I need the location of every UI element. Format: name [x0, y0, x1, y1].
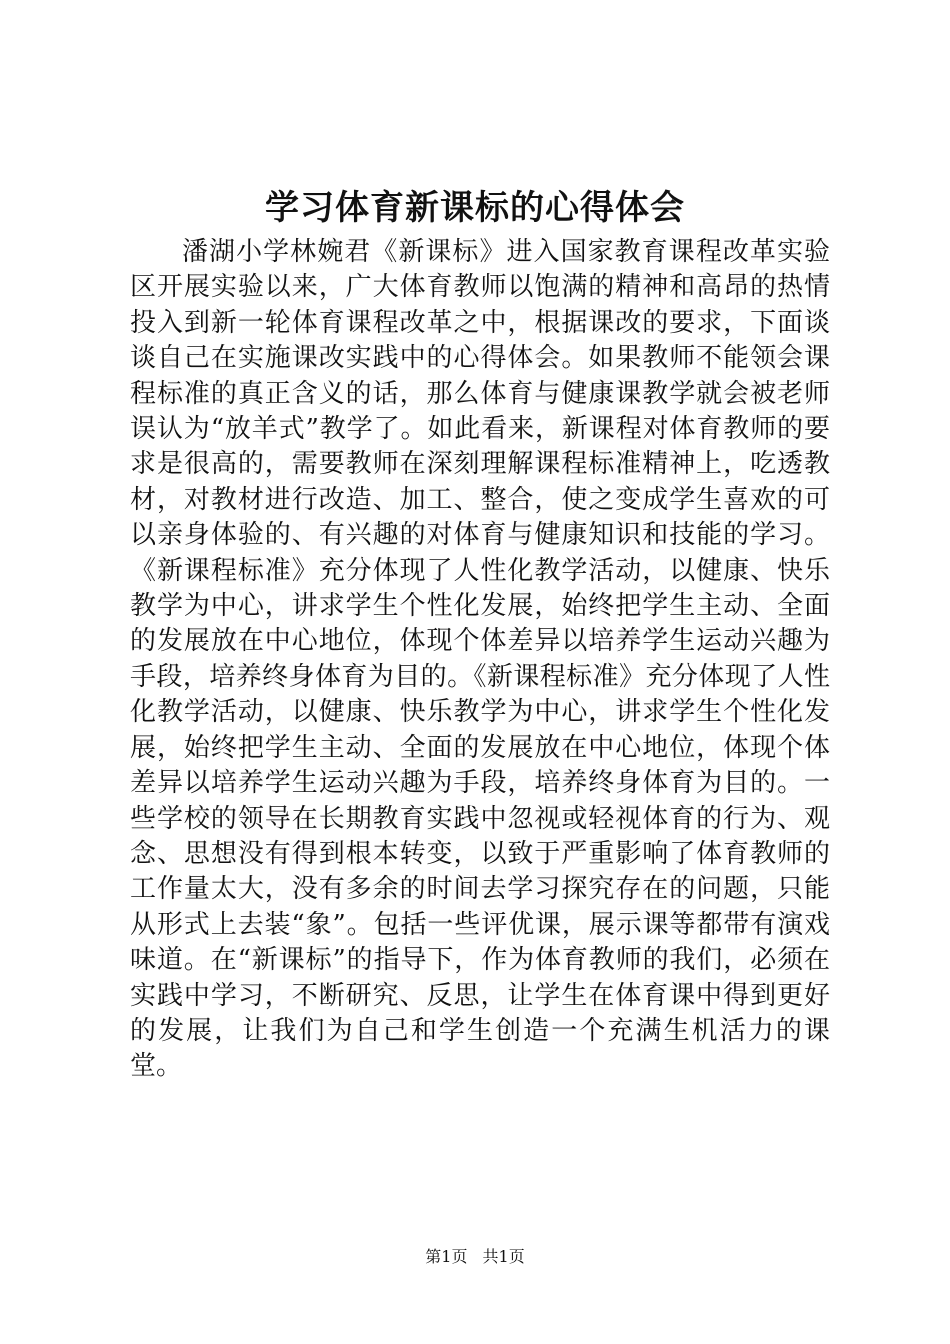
page-number-current: 第1页 [425, 1247, 468, 1266]
page-number-total: 共1页 [482, 1247, 525, 1266]
page-footer [0, 1246, 950, 1268]
document-body: 潘湖小学林婉君《新课标》进入国家教育课程改革实验区开展实验以来，广大体育教师以饱满的精神和高昂的热情投入到新一轮体育课程改革之中，根据课改的要求，下面谈谈自己在实施课改实践中的心得体会。如果教师不能领会课程标准的真正含义的话，那么体育与健康课教学就会被老师误认为“放羊式”教学了。如此看来，新课程对体育教师的要求是很高的，需要教师在深刻理解课程标准精神上，吃透教材，对教材进行改造、加工、整合，使之变成学生喜欢的可以亲身体验的、有兴趣的对体育与健康知识和技能的学习。《新课程标准》充分体现了人性化教学活动，以健康、快乐教学为中心，讲求学生个性化发展，始终把学生主动、全面的发展放在中心地位，体现个体差异以培养学生运动兴趣为手段，培养终身体育为目的。《新课程标准》充分体现了人性化教学活动，以健康、快乐教学为中心，讲求学生个性化发展，始终把学生主动、全面的发展放在中心地位，体现个体差异以培养学生运动兴趣为手段，培养终身体育为目的。一些学校的领导在长期教育实践中忽视或轻视体育的行为、观念、思想没有得到根本转变，以致于严重影响了体育教师的工作量太大，没有多余的时间去学习探究存在的问题，只能从形式上去装“象”。包括一些评优课，展示课等都带有演戏味道。在“新课标”的指导下，作为体育教师的我们，必须在实践中学习，不断研究、反思，让学生在体育课中得到更好的发展，让我们为自己和学生创造一个充满生机活力的课堂。 [130, 237, 830, 1082]
document-title: 学习体育新课标的心得体会 [265, 188, 685, 228]
